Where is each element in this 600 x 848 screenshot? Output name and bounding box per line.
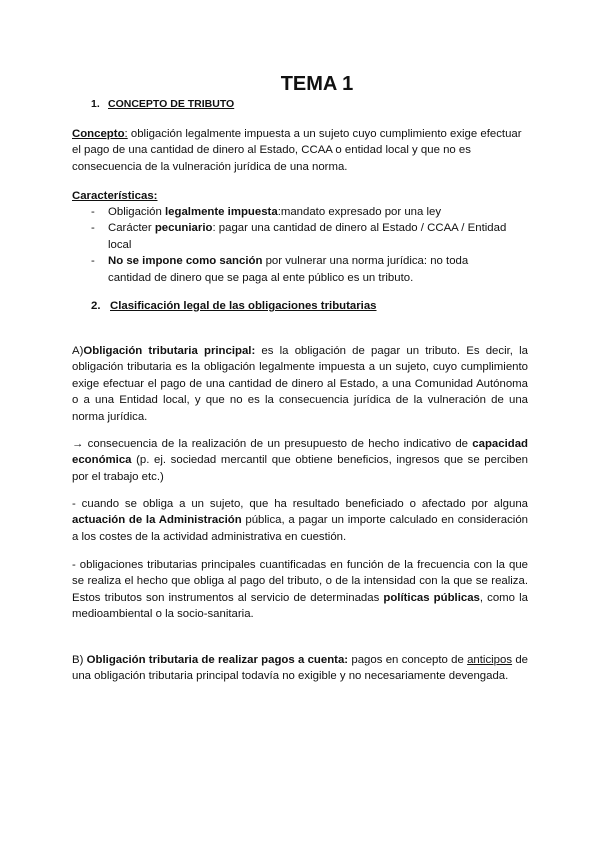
paragraph-text: de una obligación tributaria principal todavía no exigible y no necesariamente devengada. [72,654,528,683]
paragraph-text: es la obligación de pagar un tributo. Es decir, la obligación tributaria es la obligación legalmente impuesta a un sujeto, cuyo cumplimiento exige efectuar el pago de una cantidad de dinero al Estado, a una Comunidad Autónoma o a una Entidad local, y que no es la consecuencia jurídica de la vulneración de una norma jurídica. [72,345,528,423]
concepto-paragraph [72,126,528,175]
paragraph-text: pagos en concepto de [348,654,468,666]
section-label: CONCEPTO DE TRIBUTO [108,98,235,110]
item-bold-text: pecuniario [154,222,213,235]
section-label: Clasificación legal de las obligaciones tributarias [110,300,377,312]
section-heading-1 [91,98,234,110]
list-item [91,253,511,286]
item-bold-text: No se impone como sanción [108,255,263,268]
concepto-term: Concepto [72,128,125,140]
section-heading-2 [91,300,377,312]
paragraph-text: - cuando se obliga a un sujeto, que ha resultado beneficiado o afectado por alguna [72,498,528,510]
item-text: Obligación [108,206,165,218]
list-item [91,204,511,220]
paragraph-b [72,652,528,685]
item-text: : pagar una cantidad de dinero al Estado / CCAA / Entidad local [108,222,507,251]
bullet-dash: - [91,222,95,235]
paragraph-bold-text: políticas públicas [383,591,480,604]
section-number: 1. [91,98,100,110]
paragraph-bold-text: Obligación tributaria principal: [83,345,256,357]
paragraph-text: → consecuencia de la realización de un presupuesto de hecho indicativo de [72,438,473,450]
paragraph-underlined-text: anticipos [467,654,513,666]
caracteristicas-list [91,204,511,286]
paragraph-text: - obligaciones tributarias principales cuantificadas en función de la frecuencia con la que se realiza el hecho que obliga al pago del tributo, o de la intensidad con la que se realiza. Estos tributos son instrumentos al servicio de determinadas [72,559,528,604]
paragraph-bold-text: Obligación tributaria de realizar pagos a cuenta: [86,654,349,666]
item-text: :mandato expresado por una ley [277,206,442,218]
paragraph-text: pública, a pagar un importe calculado en consideración a los costes de la actividad administrativa en cuestión. [72,514,528,543]
paragraph-a [72,343,528,425]
paragraph-bold-text: actuación de la Administración [72,514,242,527]
paragraph-text: (p. ej. sociedad mercantil que obtiene beneficios, ingresos que se perciben por el trabajo etc.) [72,454,528,483]
paragraph-bold-text: capacidad económica [72,438,528,467]
caracteristicas-heading: Características: [72,190,158,202]
list-item [91,220,511,253]
paragraph-dash-1 [72,496,528,545]
paragraph-prefix: B) [72,654,87,666]
item-text: por vulnerar una norma jurídica: no toda cantidad de dinero que se paga al ente público es un tributo. [108,255,469,284]
page-title: TEMA 1 [280,73,354,95]
paragraph-prefix: A) [72,345,84,357]
bullet-dash: - [91,255,95,268]
concepto-text: obligación legalmente impuesta a un sujeto cuyo cumplimiento exige efectuar el pago de una cantidad de dinero al Estado, CCAA o entidad local y que no es consecuencia de la vulneración jurídica de una norma. [72,128,522,173]
paragraph-arrow [72,436,528,485]
bullet-dash: - [91,206,95,218]
paragraph-text: , como la medioambiental o la socio-sanitaria. [72,591,528,621]
section-number: 2. [91,300,101,312]
item-bold-text: legalmente impuesta [165,206,278,218]
concepto-colon: : [124,128,128,140]
item-text: Carácter [108,222,155,235]
paragraph-dash-2 [72,557,528,623]
